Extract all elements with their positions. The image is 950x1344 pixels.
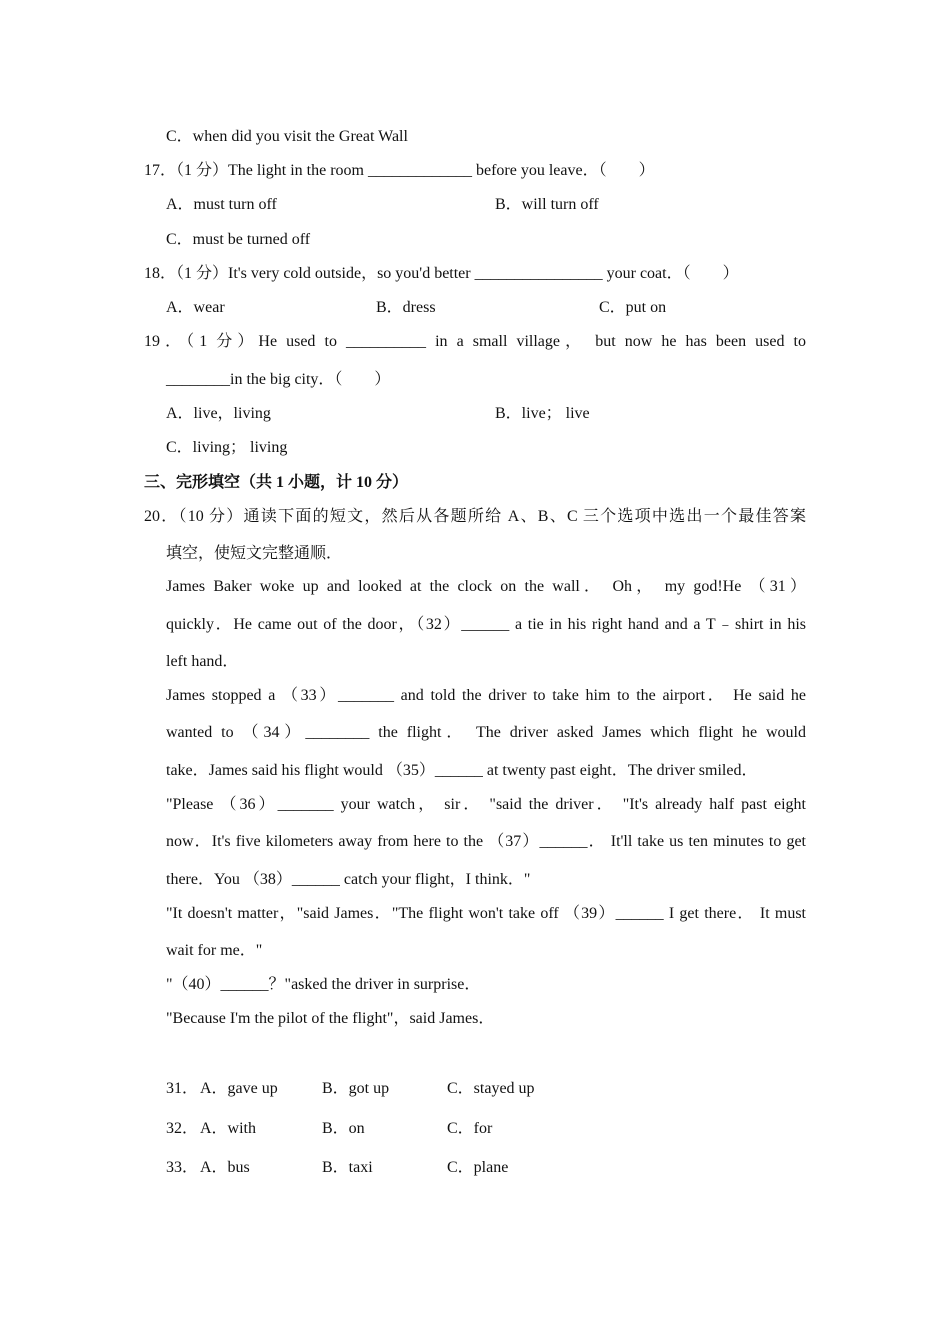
q17-option-a: A．must turn off xyxy=(166,196,277,213)
answer-32-option-a: A．with xyxy=(200,1120,257,1137)
q17-stem: 17．（1 分）The light in the room _____________ before you leave．（ ） xyxy=(144,162,655,179)
q17-option-c: C．must be turned off xyxy=(166,231,311,248)
section-3-title: 三、完形填空（共 1 小题，计 10 分） xyxy=(144,474,409,491)
passage-line: left hand． xyxy=(166,653,239,670)
answer-31-option-b: B．got up xyxy=(322,1080,390,1097)
q18-option-b: B．dress xyxy=(376,299,436,316)
passage-line: James stopped a （33）_______ and told the driver to take him to the airport． He said he xyxy=(166,687,806,704)
q19-stem-line2: ________in the big city．（ ） xyxy=(166,371,391,388)
passage-line: quickly．He came out of the door，（32）______ a tie in his right hand and a T﹣shirt in his xyxy=(166,616,806,633)
passage-line: "（40）______？"asked the driver in surprise． xyxy=(166,976,481,993)
passage-line: "Because I'm the pilot of the flight"，said James． xyxy=(166,1010,495,1027)
passage-line: "It doesn't matter，"said James．"The flight won't take off （39）______ I get there． It must xyxy=(166,905,806,922)
q17-option-b: B．will turn off xyxy=(495,196,599,213)
q20-stem-line1: 20．（10 分）通读下面的短文，然后从各题所给 A、B、C 三个选项中选出一个最佳答案 xyxy=(144,508,806,525)
q19-option-a: A．live，living xyxy=(166,405,271,422)
q18-option-a: A．wear xyxy=(166,299,225,316)
answer-32-num: 32． xyxy=(166,1120,199,1137)
passage-line: wanted to （34）________ the flight． The driver asked James which flight he would xyxy=(166,724,806,741)
q20-stem-line2: 填空，使短文完整通顺． xyxy=(166,545,343,562)
answer-33-option-c: C．plane xyxy=(447,1159,509,1176)
q18-option-c: C．put on xyxy=(599,299,667,316)
answer-33-num: 33． xyxy=(166,1159,199,1176)
answer-31-num: 31． xyxy=(166,1080,199,1097)
passage-line: wait for me．" xyxy=(166,942,263,959)
q18-stem: 18．（1 分）It's very cold outside，so you'd better ________________ your coat．（ ） xyxy=(144,265,739,282)
q19-option-b: B．live； live xyxy=(495,405,590,422)
passage-line: James Baker woke up and looked at the clock on the wall． Oh， my god!He （31） xyxy=(166,578,806,595)
q19-option-c: C．living； living xyxy=(166,439,288,456)
passage-line: there．You （38）______ catch your flight，I think．" xyxy=(166,871,531,888)
passage-line: take．James said his flight would （35）______ at twenty past eight．The driver smiled． xyxy=(166,762,758,779)
answer-31-option-a: A．gave up xyxy=(200,1080,278,1097)
q19-stem-line1: 19．（1 分）He used to __________ in a small village， but now he has been used to xyxy=(144,333,806,350)
passage-line: "Please （36）_______ your watch， sir． "said the driver． "It's already half past eight xyxy=(166,796,806,813)
q16-option-c: C．when did you visit the Great Wall xyxy=(166,128,408,145)
answer-32-option-b: B．on xyxy=(322,1120,365,1137)
answer-33-option-a: A．bus xyxy=(200,1159,250,1176)
answer-33-option-b: B．taxi xyxy=(322,1159,373,1176)
answer-31-option-c: C．stayed up xyxy=(447,1080,535,1097)
passage-line: now．It's five kilometers away from here to the （37）______． It'll take us ten minutes to get xyxy=(166,833,806,850)
answer-32-option-c: C．for xyxy=(447,1120,493,1137)
